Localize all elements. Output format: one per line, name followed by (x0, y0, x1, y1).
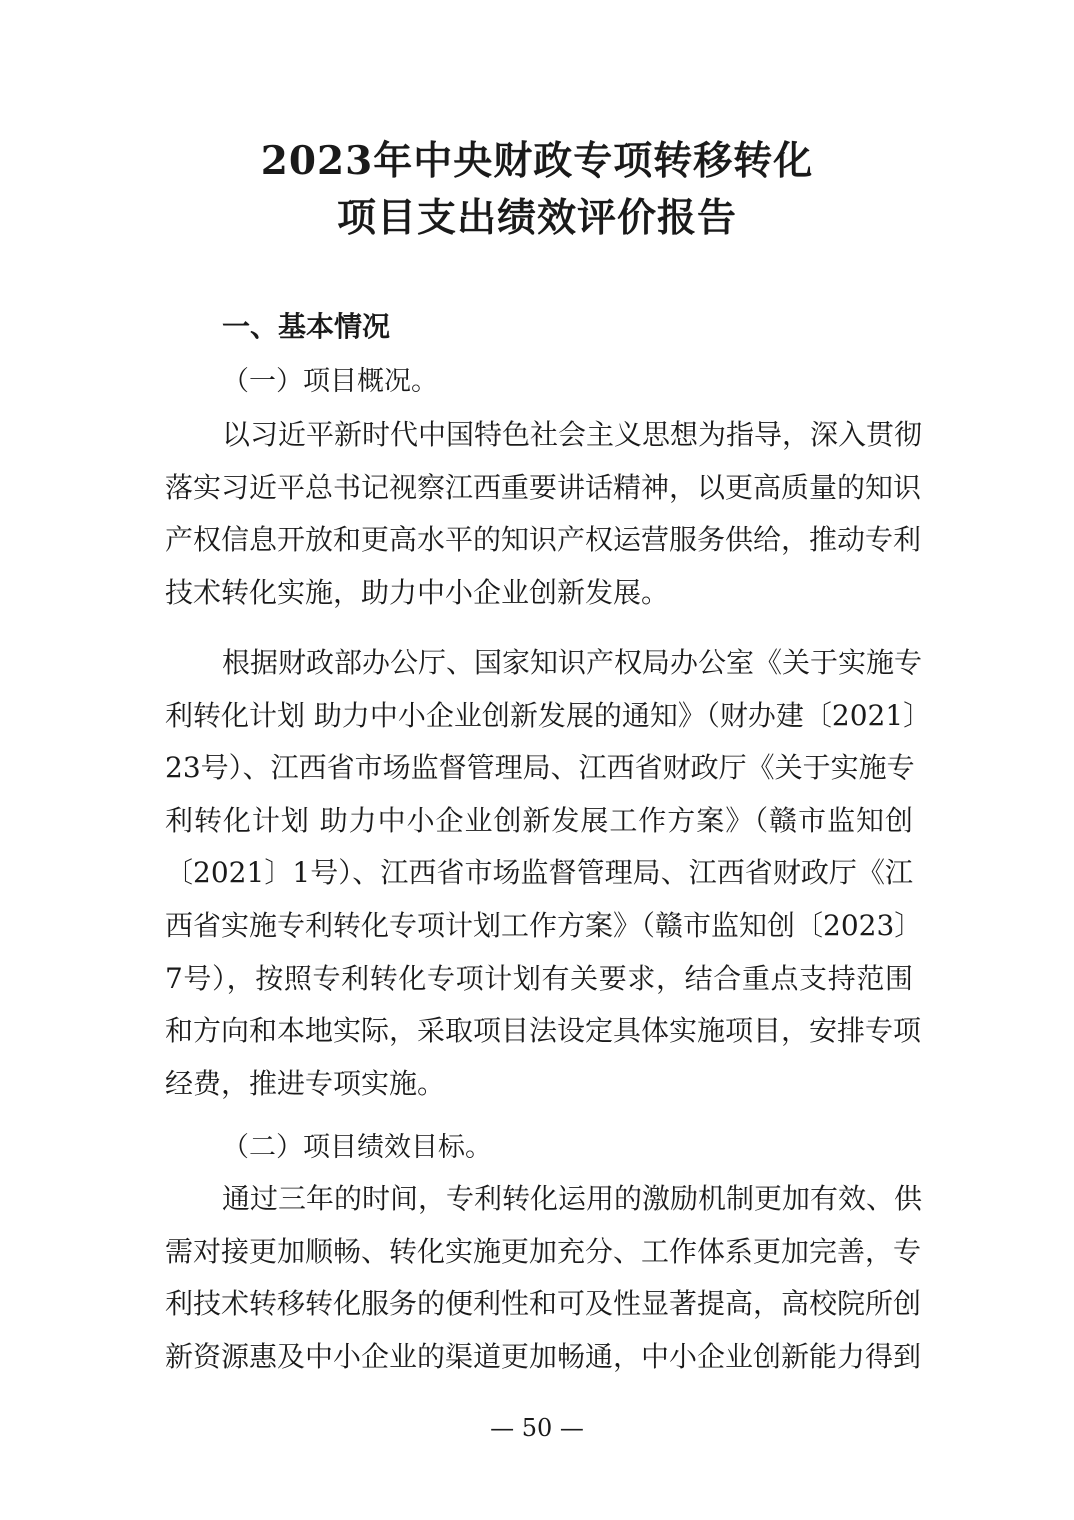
section-heading-basic-info: 一、基本情况 (222, 310, 391, 343)
paragraph-line: 以习近平新时代中国特色社会主义思想为指导，深入贯彻 (222, 418, 923, 451)
paragraph-line: 产权信息开放和更高水平的知识产权运营服务供给，推动专利 (165, 523, 922, 557)
paragraph-line: 23号）、江西省市场监督管理局、江西省财政厅《关于实施专 (165, 751, 915, 785)
paragraph-line: 西省实施专利转化专项计划工作方案》（赣市监知创〔2023〕 (165, 908, 923, 942)
paragraph-performance-goals (165, 1173, 923, 1383)
subsection-heading-performance-goals: （二）项目绩效目标。 (222, 1132, 492, 1163)
paragraph-line: 技术转化实施，助力中小企业创新发展。 (165, 575, 670, 609)
paragraph-policy-basis (165, 637, 932, 1110)
paragraph-line: 〔2021〕1号）、江西省市场监督管理局、江西省财政厅《江 (165, 856, 913, 890)
paragraph-line: 根据财政部办公厅、国家知识产权局办公室《关于实施专 (222, 646, 923, 679)
paragraph-line: 7号），按照专利转化专项计划有关要求，结合重点支持范围 (165, 961, 913, 995)
paragraph-line: 利转化计划 助力中小企业创新发展的通知》（财办建〔2021〕 (165, 698, 932, 732)
page-number: — 50 — (490, 1414, 584, 1442)
paragraph-line: 利转化计划 助力中小企业创新发展工作方案》（赣市监知创 (165, 803, 913, 837)
paragraph-line: 新资源惠及中小企业的渠道更加畅通，中小企业创新能力得到 (165, 1339, 922, 1373)
document-title-line-1: 2023年中央财政专项转移转化 (260, 138, 814, 184)
paragraph-line: 和方向和本地实际，采取项目法设定具体实施项目，安排专项 (165, 1014, 922, 1048)
paragraph-line: 需对接更加顺畅、转化实施更加充分、工作体系更加完善，专 (165, 1234, 922, 1268)
paragraph-line: 落实习近平总书记视察江西重要讲话精神，以更高质量的知识 (165, 470, 922, 504)
subsection-heading-project-overview: （一）项目概况。 (222, 366, 438, 397)
paragraph-line: 利技术转移转化服务的便利性和可及性显著提高，高校院所创 (165, 1287, 922, 1321)
paragraph-line: 经费，推进专项实施。 (165, 1066, 446, 1100)
paragraph-line: 通过三年的时间，专利转化运用的激励机制更加有效、供 (222, 1182, 923, 1215)
paragraph-guiding-thought (165, 409, 923, 619)
document-title-line-2: 项目支出绩效评价报告 (336, 195, 737, 241)
